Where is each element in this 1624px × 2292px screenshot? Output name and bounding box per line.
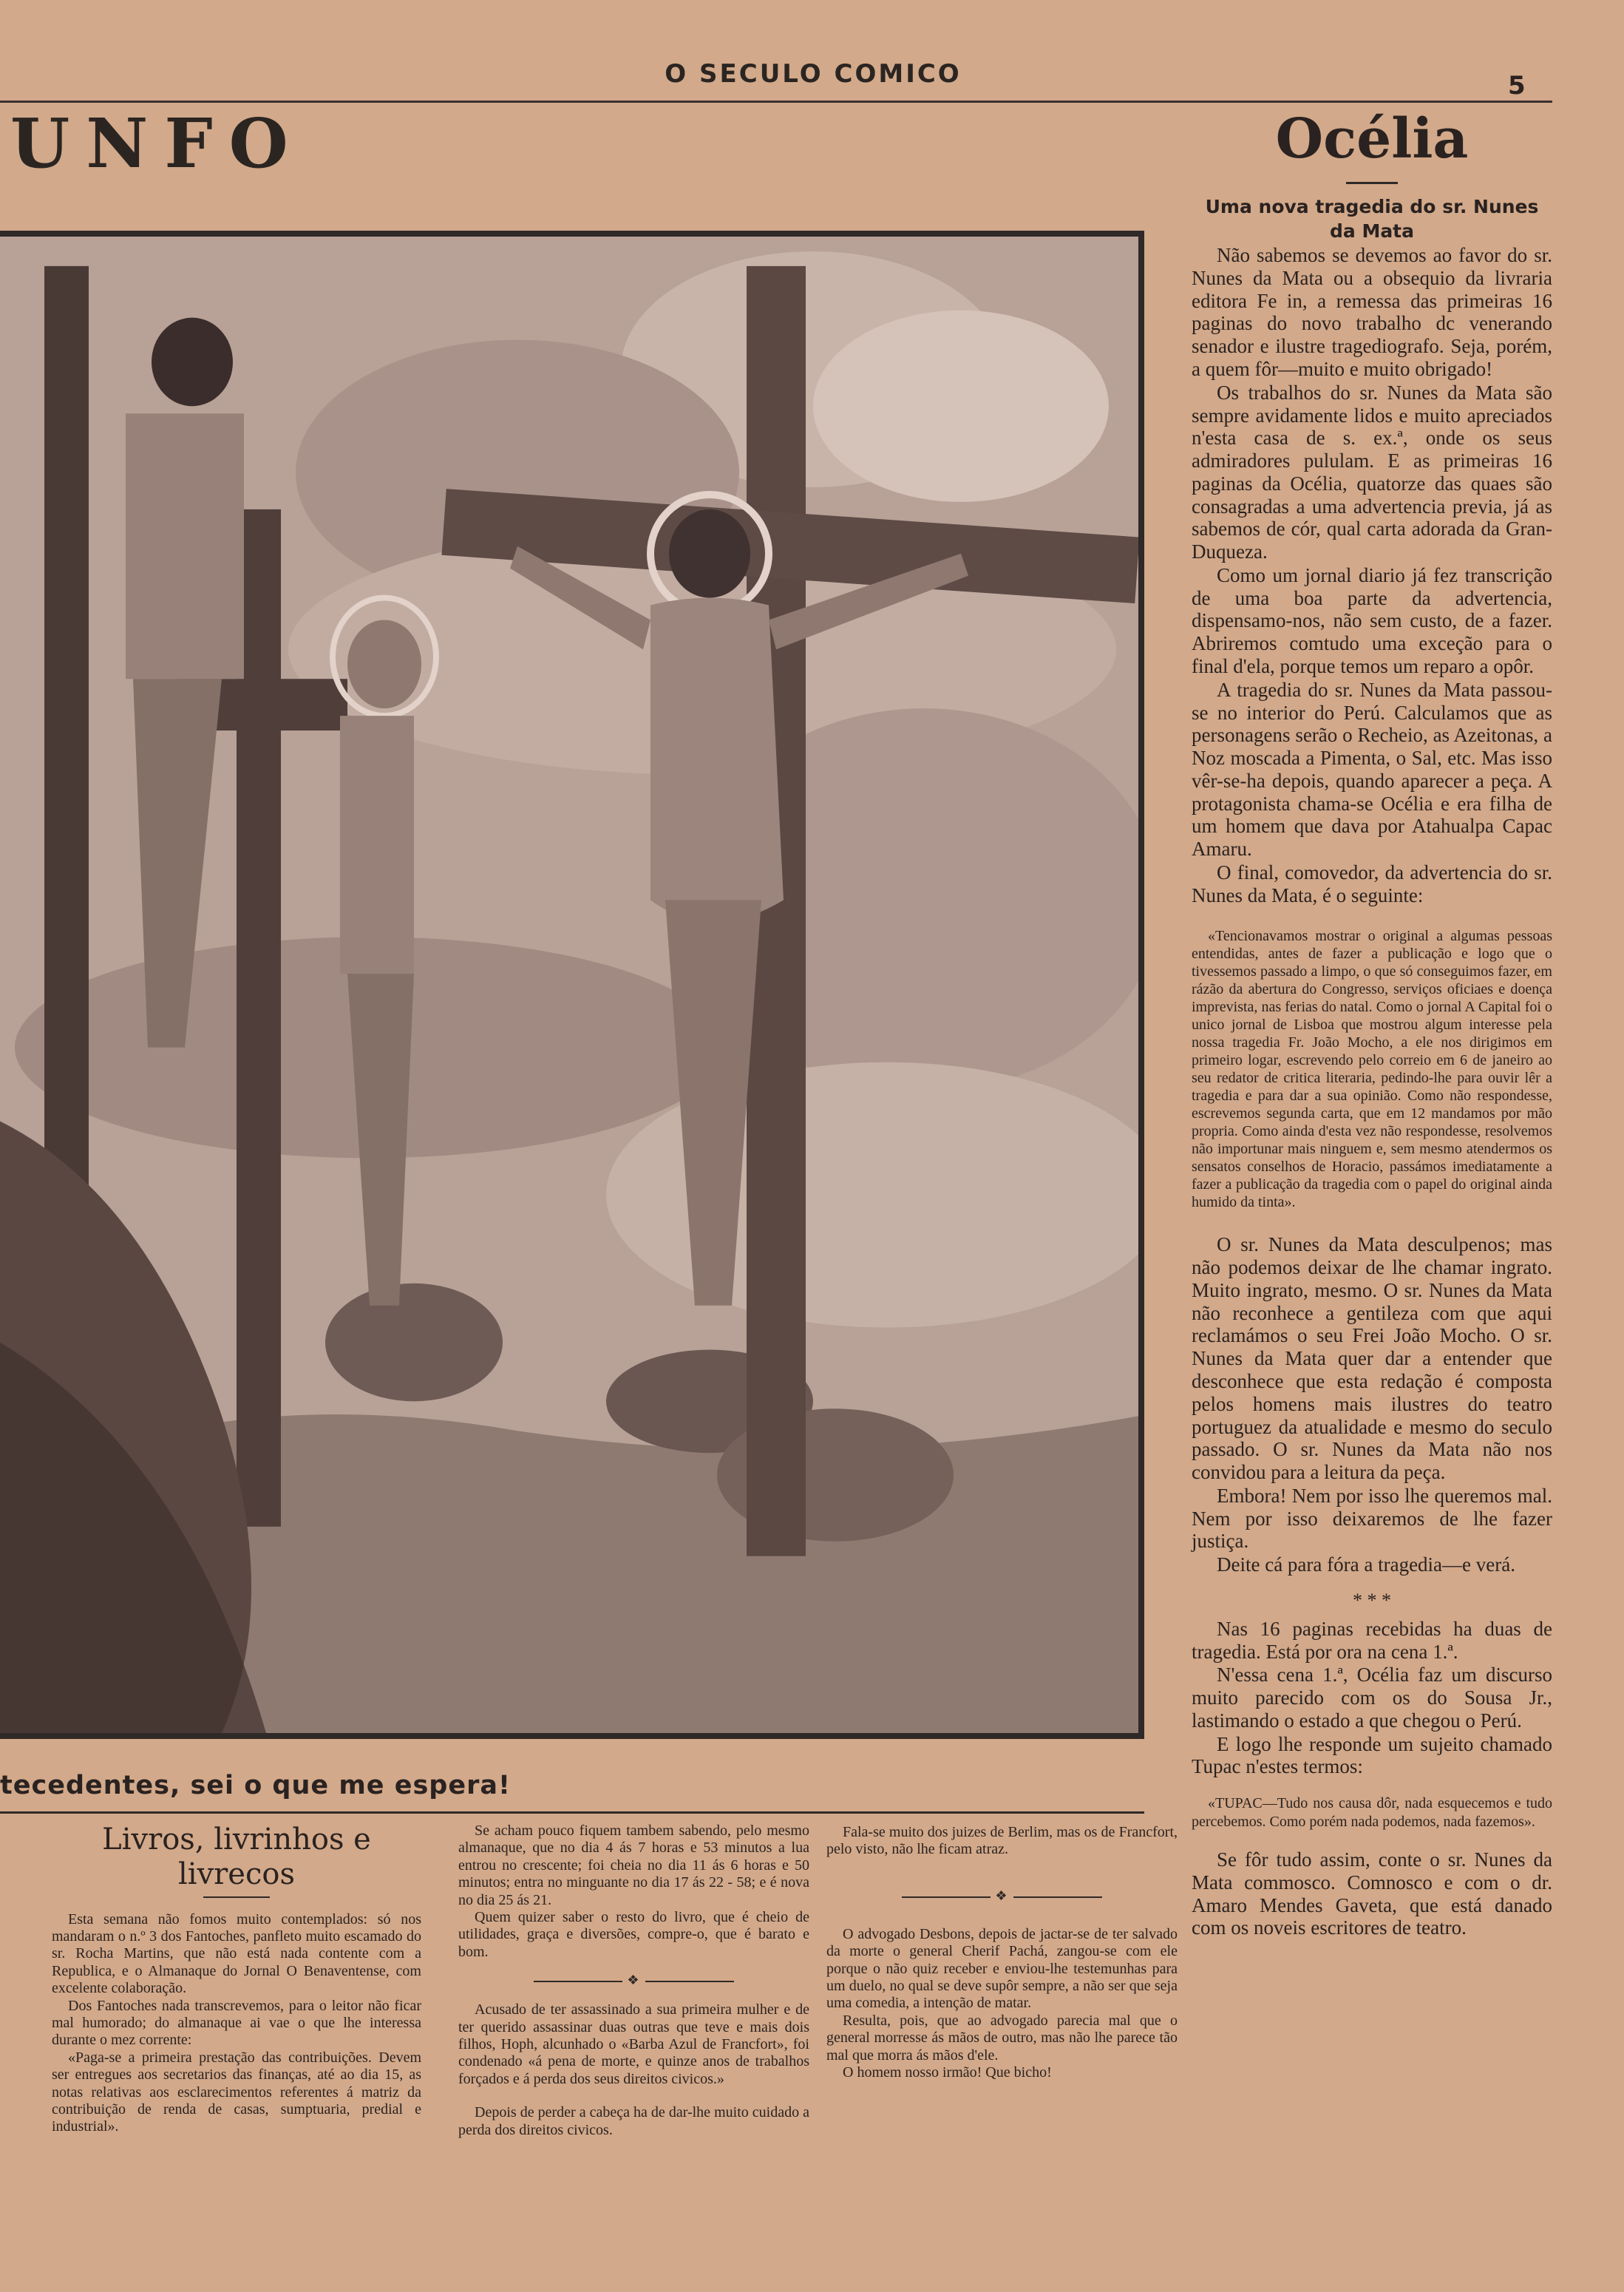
article-paragraph: Se fôr tudo assim, conte o sr. Nunes da Mata commosco. Comnosco e com o dr. Amaro Mendes Gaveta, que está danado com os noveis escritores de teatro.	[1192, 1848, 1552, 1939]
brief-paragraph: O advogado Desbons, depois de jactar-se de ter salvado da morte o general Cherif Pachá, zangou-se com ele porque o não quiz receber e enviou-lhe testemunhas para um duelo, no qual se deve supôr sempre, a não ser que seja uma comedia, a intenção de matar.	[826, 1925, 1178, 2012]
livros-paragraph: Se acham pouco fiquem tambem sabendo, pelo mesmo almanaque, que no dia 4 ás 7 horas e 53 minutos a lua entrou no crescente; foi cheia no dia 11 ás 6 horas e 50 minutos; entra no minguante no dia 17 ás 22 - 58; e é nova no dia 25 ás 21.	[458, 1823, 809, 1908]
brief-paragraph: Depois de perder a cabeça ha de dar-lhe muito cuidado a perda dos direitos civicos.	[458, 2104, 809, 2138]
header-rule	[0, 101, 1552, 103]
article-title: Océlia	[1275, 107, 1469, 171]
ornament-divider: ❖	[458, 1973, 809, 1988]
article-paragraph: Nas 16 paginas recebidas ha duas de tragedia. Está por ora na cena 1.ª.	[1192, 1617, 1552, 1663]
middle-column	[458, 1823, 809, 2139]
brief-paragraph: Resulta, pois, que ao advogado parecia mal que o general morresse ás mãos de outro, mas não lhe parece tão mal que morra ás mãos d'ele.	[826, 2012, 1178, 2064]
advertencia-quote: «Tencionavamos mostrar o original a algumas pessoas entendidas, antes de fazer a publicação e logo que o tivessemos passado a limpo, o que só conseguimos fazer, em rázão da abertura do Congresso, serviços oficiaes e doença imprevista, nas ferias do natal. Como o jornal A Capital foi o unico jornal de Lisboa que mostrou algum interesse pela nossa tragedia Fr. João Mocho, a ele nos dirigimos em primeiro logar, escrevendo pelo correio em 6 de janeiro ao seu redator de critica literaria, pedindo-lhe para ouvir lêr a tragedia e para dar a sua opinião. Como não respondesse, escrevemos segunda carta, que em 12 mandamos por mão propria. Como ainda d'esta vez não respondesse, resolvemos não importunar mais ninguem e, sem mesmo atendermos os sensatos conselhos de Horacio, passámos imediatamente a fazer a publicação da tragedia com o papel do original ainda humido da tinta».	[1192, 928, 1552, 1211]
crucifixion-illustration	[0, 231, 1144, 1739]
caption-rule	[0, 1811, 1144, 1814]
article-paragraph: Não sabemos se devemos ao favor do sr. Nunes da Mata ou a obsequio da livraria editora Fe in, a remessa das primeiras 16 paginas do novo trabalho dc venerando senador e ilustre tragediografo. Seja, porém, a quem fôr—muito e muito obrigado!	[1192, 244, 1552, 381]
illustration-caption: tecedentes, sei o que me espera!	[0, 1771, 511, 1800]
livros-paragraph: «Paga-se a primeira prestação das contribuições. Devem ser entregues aos secretarios das finanças, até ao dia 15, as notas relativas aos esclarecimentos referentes á matriz da contribuição de renda de casas, sumptuaria, predial e industrial».	[52, 2049, 421, 2135]
article-paragraph: E logo lhe responde um sujeito chamado Tupac n'estes termos:	[1192, 1732, 1552, 1778]
article-paragraph: Os trabalhos do sr. Nunes da Mata são sempre avidamente lidos e muito apreciados n'esta casa de s. ex.ª, onde os seus admiradores pululam. E as primeiras 16 paginas da Océlia, quatorze das quaes são consagradas a uma advertencia previa, já as sabemos de cór, qual carta adorada da Gran-Duqueza.	[1192, 381, 1552, 563]
illustration-drawing	[0, 237, 1138, 1733]
page-number: 5	[1508, 71, 1526, 101]
article-paragraph: O final, comovedor, da advertencia do sr. Nunes da Mata, é o seguinte:	[1192, 861, 1552, 906]
brief-paragraph: Fala-se muito dos juizes de Berlim, mas os de Francfort, pelo visto, não lhe ficam atraz.	[826, 1824, 1178, 1858]
brief-paragraph: O homem nosso irmão! Que bicho!	[843, 2064, 1052, 2081]
article-subtitle: Uma nova tragedia do sr. Nunes da Mata	[1205, 195, 1539, 243]
right-lower-column	[826, 1823, 1178, 2081]
livros-paragraph: Esta semana não fomos muito contemplados: só nos mandaram o n.º 3 dos Fantoches, panfleto muito escamado do sr. Rocha Martins, que não está nada contente com a Republica, e o Almanaque do Jornal O Benaventense, com excelente colaboração.	[52, 1910, 421, 1997]
brief-paragraph: Acusado de ter assassinado a sua primeira mulher e de ter querido assassinar duas outras que teve e mais dois filhos, Hoph, alcunhado o «Barba Azul de Francfort», foi condenado «á pena de morte, e quinze anos de trabalhos forçados e á perda dos seus direitos civicos.»	[458, 2001, 809, 2087]
left-headline-fragment: UNFO	[10, 104, 305, 183]
livros-title: Livros, livrinhos e livrecos	[102, 1823, 371, 1891]
newspaper-title: O SECULO COMICO	[665, 59, 962, 89]
section-stars: * * *	[1353, 1589, 1391, 1611]
tupac-quote: «TUPAC—Tudo nos causa dôr, nada esquecemos e tudo percebemos. Como porém nada podemos, nada fazemos».	[1192, 1795, 1552, 1830]
title-rule	[1346, 182, 1398, 184]
livros-paragraph: Dos Fantoches nada transcrevemos, para o leitor não ficar mal humorado; do almanaque ai vae o que lhe interessa durante o mez corrente:	[52, 1997, 421, 2049]
article-paragraph: Como um jornal diario já fez transcrição de uma boa parte da advertencia, dispensamo-nos, não sem custo, de a fazer. Abriremos comtudo uma exceção para o final d'ela, porque temos um reparo a opôr.	[1192, 563, 1552, 677]
ornament-divider: ❖	[826, 1888, 1178, 1904]
ocelia-article	[1192, 107, 1552, 1939]
livros-paragraph: Quem quizer saber o resto do livro, que é cheio de utilidades, graça e diversões, compre-o, que é barato e bom.	[458, 1908, 809, 1960]
livros-rule	[203, 1896, 270, 1898]
article-paragraph: N'essa cena 1.ª, Océlia faz um discurso muito parecido com os do Sousa Jr., lastimando o estado a que chegou o Perú.	[1192, 1664, 1552, 1732]
livros-column	[52, 1823, 421, 2136]
article-paragraph: A tragedia do sr. Nunes da Mata passou-se no interior do Perú. Calculamos que as personagens serão o Recheio, as Azeitonas, a Noz moscada a Pimenta, o Sal, etc. Mas isso vêr-se-ha depois, quando aparecer a peça. A protagonista chama-se Océlia e era filha de um homem que dava por Atahualpa Capac Amaru.	[1192, 678, 1552, 861]
article-paragraph: O sr. Nunes da Mata desculpenos; mas não podemos deixar de lhe chamar ingrato. Muito ingrato, mesmo. O sr. Nunes da Mata não reconhece a gentileza com que aqui reclamámos o seu Frei João Mocho. O sr. Nunes da Mata quer dar a entender que desconhece que esta redação é composta pelos homens mais ilustres do teatro portuguez da atualidade e mesmo do seculo passado. O sr. Nunes da Mata não nos convidou para a leitura da peça.	[1192, 1233, 1552, 1484]
article-paragraph: Deite cá para fóra a tragedia—e verá.	[1217, 1553, 1515, 1576]
article-paragraph: Embora! Nem por isso lhe queremos mal. Nem por isso deixaremos de lhe fazer justiça.	[1192, 1484, 1552, 1553]
